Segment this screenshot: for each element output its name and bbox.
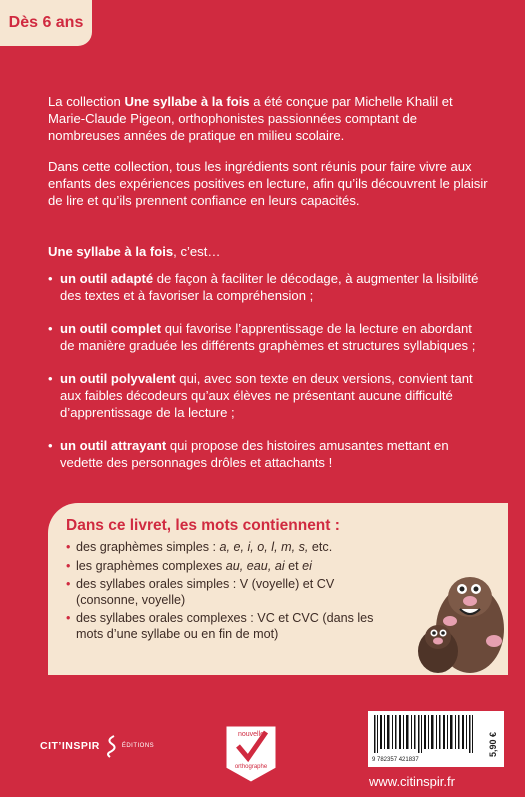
panel-item [66,540,396,556]
cest-bold: Une syllabe à la fois [48,244,174,259]
feature-text: qui, avec son texte en deux versions, convient tant aux faibles décodeurs qu’aux élèves ne présentant aucune difficulté d’apprentissage de la lecture ; [60,371,473,420]
feature-bold: un outil attrayant [60,438,167,453]
bullet: • [48,321,53,336]
panel-item-italic: ei [302,558,312,573]
cest-rest: , c’est… [173,244,221,259]
panel-item-text: des syllabes orales complexes : VC et CVC (dans les mots d’une syllabe ou en fin de mot) [76,611,374,641]
panel-item-italic: au, eau, ai [225,558,285,573]
feature-item [48,320,488,354]
publisher-swirl-icon [104,734,118,758]
feature-bold: un outil polyvalent [60,371,176,386]
feature-bold: un outil complet [60,321,162,336]
panel-list [66,540,396,645]
bullet: • [48,371,53,386]
panel-item-text: et [284,558,303,573]
website-url[interactable]: www.citinspir.fr [369,774,455,789]
intro-p1-prefix: La collection [48,94,125,109]
age-label: Dès 6 ans [8,14,84,31]
nouvelle-orthographe-logo [224,724,278,784]
publisher-logo [40,734,154,758]
publisher-name: CIT’INSPIR [40,740,100,752]
bullet: • [66,540,71,554]
logo-top-text: nouvelle [237,731,265,738]
feature-text: de façon à faciliter le décodage, à augmenter la lisibilité des textes et à favoriser la compréhension ; [60,271,479,303]
publisher-sub: ÉDITIONS [121,743,155,749]
panel-item-italic: a, e, i, o, l, m, s, [219,540,309,554]
age-badge [0,0,92,46]
panel-item-text: des graphèmes simples : [76,540,220,554]
feature-item [48,370,488,421]
cest-heading [48,244,220,259]
panel-item [66,559,396,575]
feature-text: qui propose des histoires amusantes mettant en vedette des personnages drôles et attachants ! [60,438,449,470]
barcode-bars [368,711,484,755]
panel-item [66,577,396,608]
mole-mascot-illustration [410,567,506,673]
bullet: • [48,438,53,453]
bullet: • [48,271,53,286]
bullet: • [66,558,71,573]
panel-item-text: les graphèmes complexes [76,558,226,573]
bullet: • [66,611,71,625]
price-box [484,711,504,767]
panel-item [66,611,396,642]
feature-item [48,437,488,471]
feature-bold: un outil adapté [60,271,154,286]
panel-item-text: etc. [308,540,333,554]
intro-paragraph-2: Dans cette collection, tous les ingrédients sont réunis pour faire vivre aux enfants des expériences positives en lecture, afin qu’ils découvrent le plaisir de lire et qu’ils prennent confiance en leurs capacités. [48,159,488,208]
feature-text: qui favorise l’apprentissage de la lecture en abordant de manière graduée les différents graphèmes et structures syllabiques ; [60,321,476,353]
intro-paragraph-1 [48,93,488,144]
bullet: • [66,577,71,591]
feature-item [48,270,488,304]
logo-bottom-text: orthographe [234,764,268,770]
panel-item-text: des syllabes orales simples : V (voyelle) et CV (consonne, voyelle) [76,577,335,607]
collection-name: Une syllabe à la fois [124,94,250,109]
intro-p1-rest: a été conçue par Michelle Khalil et Marie-Claude Pigeon, orthophonistes passionnées comptant de nombreuses années de pratique en milieu scolaire. [48,94,453,143]
feature-list [48,270,488,487]
isbn-number: 9 782357 421837 [372,757,419,763]
contents-panel [48,503,508,675]
intro-text [48,93,488,223]
price-label: 5,90 € [488,731,498,757]
panel-title: Dans ce livret, les mots contiennent : [66,517,340,534]
